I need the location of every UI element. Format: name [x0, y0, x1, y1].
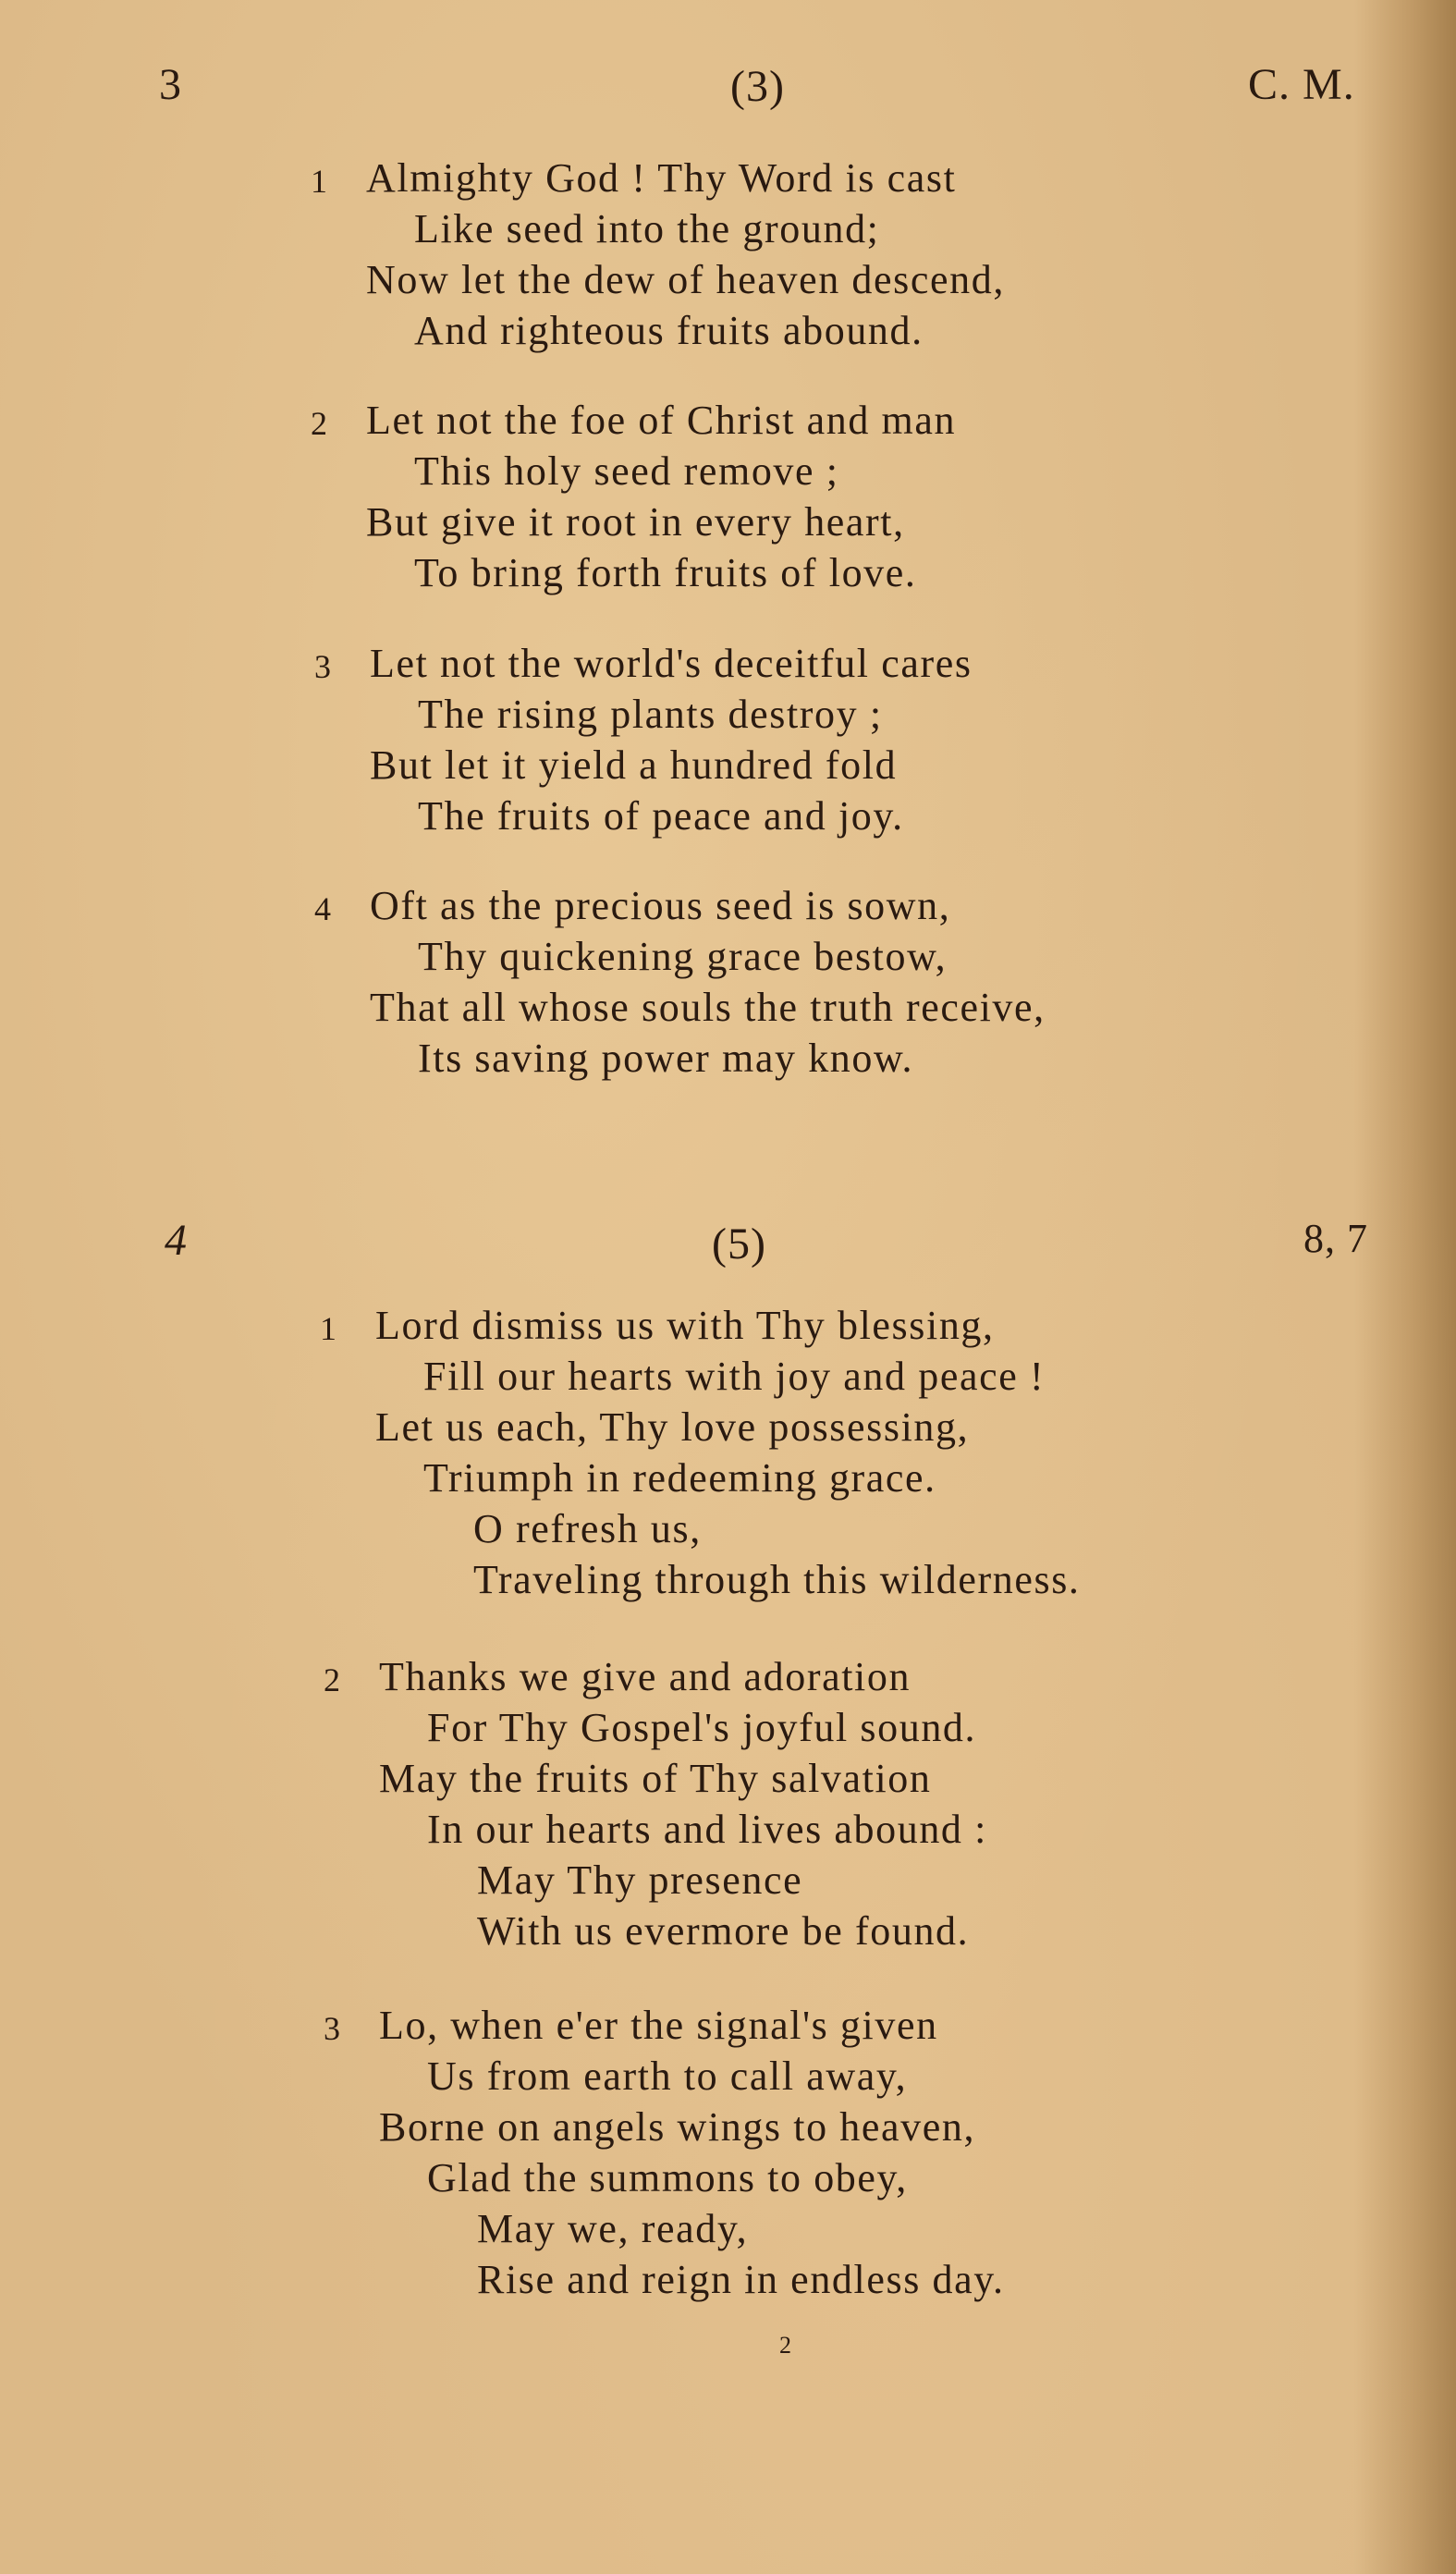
hymn3-verse-3	[314, 638, 973, 841]
verse-line: May we, ready,	[477, 2206, 749, 2251]
verse-line: Its saving power may know.	[418, 1036, 914, 1081]
verse-line: May the fruits of Thy salvation	[379, 1756, 932, 1801]
verse-number: 3	[324, 2010, 342, 2047]
verse-line: For Thy Gospel's joyful sound.	[427, 1705, 977, 1750]
verse-line: To bring forth fruits of love.	[414, 550, 917, 595]
verse-number: 2	[311, 405, 329, 442]
verse-line: Thy quickening grace bestow,	[418, 934, 948, 979]
verse-line: Let not the world's deceitful cares	[370, 641, 973, 686]
verse-number: 3	[314, 648, 333, 685]
verse-line: The fruits of peace and joy.	[418, 793, 904, 839]
hymn-meter-cm: C. M.	[1248, 60, 1355, 109]
verse-line: Triumph in redeeming grace.	[423, 1455, 936, 1501]
hymn3-verse-1	[311, 153, 1005, 356]
verse-line: The rising plants destroy ;	[418, 692, 883, 737]
verse-line: This holy seed remove ;	[414, 448, 839, 494]
page-marker-3: 3	[159, 60, 182, 109]
verse-line: O refresh us,	[473, 1506, 702, 1551]
page-folio-number: 2	[779, 2332, 791, 2359]
verse-line: Lo, when e'er the signal's given	[379, 2003, 938, 2048]
verse-line: And righteous fruits abound.	[414, 308, 924, 353]
hymn-meter-87: 8, 7	[1303, 1216, 1368, 1261]
verse-line: Lord dismiss us with Thy blessing,	[375, 1303, 995, 1348]
verse-line: Rise and reign in endless day.	[477, 2257, 1005, 2302]
verse-line: With us evermore be found.	[477, 1908, 970, 1954]
verse-line: May Thy presence	[477, 1857, 803, 1903]
verse-line: Let not the foe of Christ and man	[366, 398, 957, 443]
verse-line: Traveling through this wilderness.	[473, 1557, 1081, 1602]
verse-line: Glad the summons to obey,	[427, 2155, 908, 2200]
verse-line: That all whose souls the truth receive,	[370, 985, 1046, 1030]
verse-number: 2	[324, 1661, 342, 1698]
hymn3-verse-2	[311, 395, 957, 598]
hymn5-verse-2	[324, 1651, 987, 1956]
page-marker-4: 4	[165, 1216, 188, 1265]
verse-line: Oft as the precious seed is sown,	[370, 883, 951, 928]
verse-line: Us from earth to call away,	[427, 2053, 908, 2099]
verse-number: 4	[314, 890, 333, 927]
verse-line: Let us each, Thy love possessing,	[375, 1404, 970, 1450]
hymn3-verse-4	[314, 880, 1046, 1084]
verse-number: 1	[311, 163, 329, 200]
verse-line: Thanks we give and adoration	[379, 1654, 912, 1699]
verse-line: But give it root in every heart,	[366, 499, 905, 545]
hymn5-verse-3	[324, 2000, 1005, 2305]
verse-line: Borne on angels wings to heaven,	[379, 2104, 976, 2150]
verse-number: 1	[320, 1310, 338, 1347]
hymn-number-5: (5)	[712, 1220, 766, 1269]
hymn5-verse-1	[320, 1300, 1081, 1605]
verse-line: But let it yield a hundred fold	[370, 742, 898, 788]
verse-line: Now let the dew of heaven descend,	[366, 257, 1005, 302]
hymn-number-3: (3)	[730, 62, 785, 111]
verse-line: In our hearts and lives abound :	[427, 1807, 987, 1852]
verse-line: Almighty God ! Thy Word is cast	[366, 155, 957, 201]
verse-line: Like seed into the ground;	[414, 206, 880, 251]
verse-line: Fill our hearts with joy and peace !	[423, 1354, 1046, 1399]
